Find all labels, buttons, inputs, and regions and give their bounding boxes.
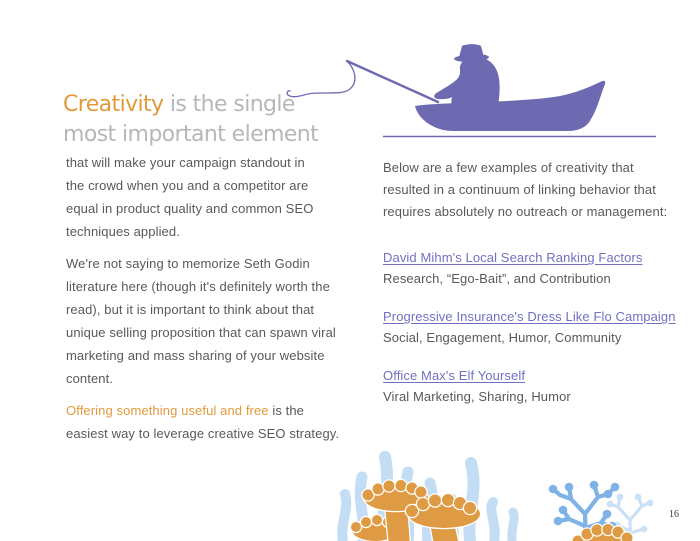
page-number: 16	[669, 509, 679, 520]
title-highlight: Creativity	[63, 92, 164, 117]
page-title-line2: most important element	[63, 122, 319, 147]
text-line: content.	[66, 371, 114, 386]
example-tags: Viral Marketing, Sharing, Humor	[383, 389, 571, 404]
example-link-block	[383, 248, 673, 288]
fisherman-hat-icon	[459, 44, 484, 57]
text-line: that will make your campaign standout in	[66, 155, 305, 170]
fisherman-silhouette	[434, 57, 499, 111]
pale-branching-coral	[608, 495, 652, 541]
example-link-block	[383, 366, 673, 406]
fishing-rod	[347, 61, 438, 102]
text-line: easiest way to leverage creative SEO strategy.	[66, 426, 340, 441]
text-line: the crowd when you and a competitor are	[66, 178, 309, 193]
example-link-block	[383, 307, 676, 347]
page-title-line1	[63, 90, 318, 120]
paragraph-3	[66, 399, 366, 445]
text-line: techniques applied.	[66, 224, 180, 239]
paragraph-1	[66, 151, 366, 243]
mushroom-coral-right	[406, 494, 480, 541]
right-column	[383, 157, 676, 425]
text-line: requires absolutely no outreach or management:	[383, 204, 668, 219]
left-column	[66, 151, 366, 454]
text-line	[66, 399, 366, 422]
examples-intro	[383, 157, 673, 223]
page-title	[63, 90, 318, 150]
text-line: literature here (though it's definitely worth the	[66, 279, 330, 294]
text-line: unique selling proposition that can spawn viral	[66, 325, 336, 340]
example-tags: Research, “Ego-Bait”, and Contribution	[383, 271, 611, 286]
text-line: We're not saying to memorize Seth Godin	[66, 256, 310, 271]
example-link-david-mihm[interactable]: David Mihm's Local Search Ranking Factors	[383, 250, 643, 265]
canoe	[415, 81, 605, 131]
mushroom-coral-small	[351, 515, 400, 541]
kelp-coral-illustration	[342, 457, 514, 541]
text-line: read), but it is important to think about that	[66, 302, 315, 317]
branching-coral-illustration	[551, 483, 652, 541]
text-line: Below are a few examples of creativity that	[383, 160, 634, 175]
example-link-office-max[interactable]: Office Max's Elf Yourself	[383, 368, 526, 383]
example-link-progressive[interactable]: Progressive Insurance's Dress Like Flo Campaign	[383, 309, 676, 324]
paragraph-2	[66, 252, 366, 390]
mushroom-coral-left	[363, 480, 429, 541]
hat-brim	[454, 53, 489, 62]
text-line-rest: is the	[268, 403, 305, 418]
blue-branching-coral	[551, 483, 617, 541]
text-line: resulted in a continuum of linking behavior that	[383, 182, 656, 197]
dome-coral	[573, 524, 636, 541]
title-rest: is the single	[163, 92, 295, 117]
kelp-strands	[342, 457, 514, 541]
example-tags: Social, Engagement, Humor, Community	[383, 330, 622, 345]
orange-emphasis-text: Offering something useful and free	[66, 403, 269, 418]
text-line: marketing and mass sharing of your website	[66, 348, 325, 363]
fisherman-canoe-illustration	[287, 44, 656, 136]
text-line: equal in product quality and common SEO	[66, 201, 314, 216]
